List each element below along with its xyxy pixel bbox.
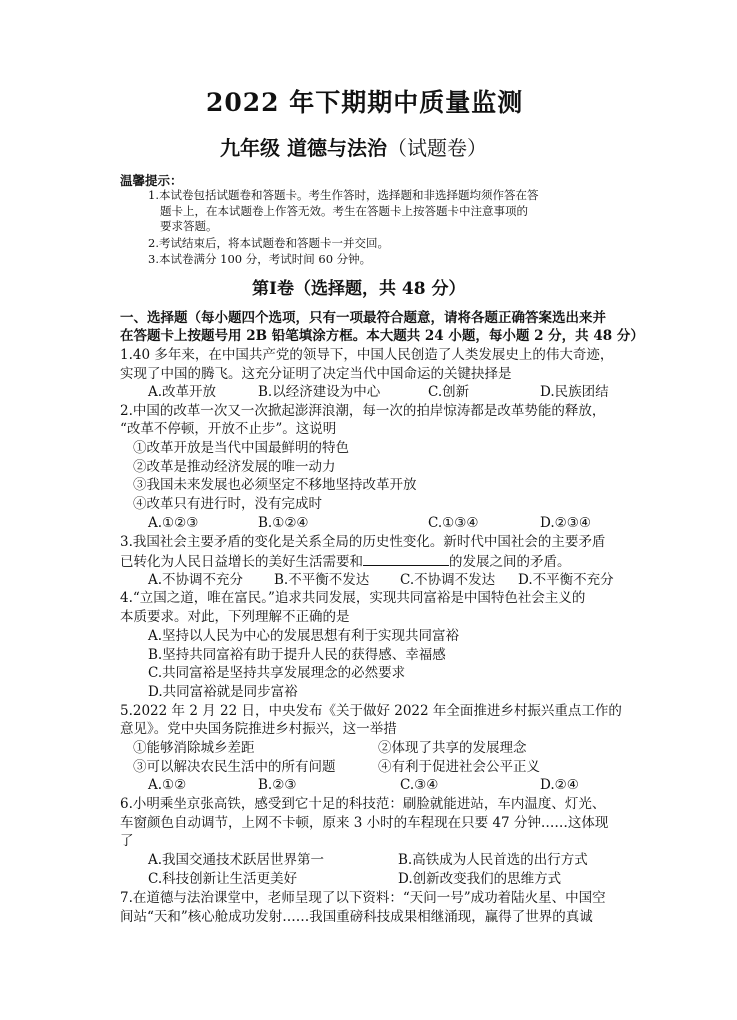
q3-answer-blank	[363, 553, 449, 566]
tips-line: 1.本试卷包括试题卷和答题卡。考生作答时，选择题和非选择题均须作答在答	[148, 188, 539, 202]
q2-item: ③我国未来发展也必须坚定不移地坚持改革开放	[133, 477, 417, 493]
q5-stem: 5.2022 年 2 月 22 日，中央发布《关于做好 2022 年全面推进乡村振兴重点工作的	[120, 703, 622, 719]
q4-option-c: C.共同富裕是坚持共享发展理念的必然要求	[148, 665, 406, 681]
q5-option-a: A.①②	[148, 777, 187, 793]
q1-option-c: C.创新	[428, 384, 470, 400]
exam-subtitle	[220, 136, 487, 160]
q3-stem-part: 已转化为人民日益增长的美好生活需要和	[120, 554, 363, 570]
q6-option-c: C.科技创新让生活更美好	[148, 871, 298, 887]
q1-stem: 1.40 多年来，在中国共产党的领导下，中国人民创造了人类发展史上的伟大奇迹，	[120, 347, 614, 363]
q5-stem: 意见》。党中央国务院推进乡村振兴，这一举措	[120, 721, 397, 737]
q4-stem: 本质要求。对此，下列理解不正确的是	[120, 609, 350, 625]
q1-option-b: B.以经济建设为中心	[258, 384, 381, 400]
tips-line: 2.考试结束后，将本试题卷和答题卡一并交回。	[148, 236, 389, 250]
q6-option-d: D.创新改变我们的思维方式	[398, 871, 562, 887]
subtitle-paren: （试题卷）	[386, 136, 487, 160]
q2-option-d: D.②③④	[540, 515, 591, 531]
q3-option-b: B.不平衡不发达	[274, 572, 370, 588]
q3-option-a: A.不协调不充分	[148, 572, 244, 588]
q5-item: ①能够消除城乡差距	[133, 740, 255, 756]
exam-title: 2022 年下期期中质量监测	[206, 88, 524, 117]
tips-line: 要求答题。	[160, 219, 218, 233]
section-title: 第Ⅰ卷（选择题，共 48 分）	[252, 279, 466, 299]
q5-option-d: D.②④	[540, 777, 579, 793]
q2-item: ④改革只有进行时，没有完成时	[133, 496, 322, 512]
tips-line: 题卡上，在本试题卷上作答无效。考生在答题卡上按答题卡中注意事项的	[160, 204, 528, 218]
q1-option-a: A.改革开放	[148, 384, 217, 400]
q3-option-d: D.不平衡不充分	[518, 572, 614, 588]
q1-stem: 实现了中国的腾飞。这充分证明了决定当代中国命运的关键抉择是	[120, 366, 512, 382]
q2-item: ①改革开放是当代中国最鲜明的特色	[133, 440, 349, 456]
q4-option-a: A.坚持以人民为中心的发展思想有利于实现共同富裕	[148, 628, 460, 644]
q4-option-d: D.共同富裕就是同步富裕	[148, 684, 298, 700]
q6-option-b: B.高铁成为人民首选的出行方式	[398, 852, 588, 868]
q6-stem: 车窗颜色自动调节，上网不卡顿，原来 3 小时的车程现在只要 47 分钟……这体现	[120, 815, 609, 831]
q3-stem: 3.我国社会主要矛盾的变化是关系全局的历史性变化。新时代中国社会的主要矛盾	[120, 534, 606, 550]
q7-stem: 7.在道德与法治课堂中，老师呈现了以下资料：“天问一号”成功着陆火星、中国空	[120, 890, 606, 906]
q4-stem: 4.“立国之道，唯在富民。”追求共同发展，实现共同富裕是中国特色社会主义的	[120, 590, 586, 606]
q6-option-a: A.我国交通技术跃居世界第一	[148, 852, 325, 868]
q3-stem	[120, 553, 571, 571]
q2-option-c: C.①③④	[428, 515, 479, 531]
q5-option-b: B.②③	[258, 777, 297, 793]
q1-option-d: D.民族团结	[540, 384, 609, 400]
tips-line: 3.本试卷满分 100 分，考试时间 60 分钟。	[148, 252, 372, 266]
section-instructions: 在答题卡上按题号用 2B 铅笔填涂方框。本大题共 24 小题，每小题 2 分，共 48 分）	[120, 328, 644, 344]
q3-option-c: C.不协调不发达	[400, 572, 496, 588]
q3-stem-part: 的发展之间的矛盾。	[449, 554, 571, 570]
q2-option-a: A.①②③	[148, 515, 199, 531]
q5-item: ③可以解决农民生活中的所有问题	[133, 759, 336, 775]
q5-option-c: C.③④	[400, 777, 439, 793]
q2-stem: 2.中国的改革一次又一次掀起澎湃浪潮，每一次的拍岸惊涛都是改革势能的释放，	[120, 403, 606, 419]
subtitle-main: 九年级 道德与法治	[220, 136, 387, 160]
q5-item: ②体现了共享的发展理念	[378, 740, 527, 756]
q2-option-b: B.①②④	[258, 515, 309, 531]
q2-stem: “改革不停顿，开放不止步”。这说明	[120, 421, 337, 437]
q6-stem: 6.小明乘坐京张高铁，感受到它十足的科技范：刷脸就能进站，车内温度、灯光、	[120, 796, 606, 812]
q5-item: ④有利于促进社会公平正义	[378, 759, 540, 775]
q2-item: ②改革是推动经济发展的唯一动力	[133, 459, 336, 475]
q7-stem: 间站“天和”核心舱成功发射……我国重磅科技成果相继涌现，赢得了世界的真诚	[120, 909, 593, 925]
section-instructions: 一、选择题（每小题四个选项，只有一项最符合题意，请将各题正确答案选出来并	[120, 310, 606, 326]
q4-option-b: B.坚持共同富裕有助于提升人民的获得感、幸福感	[148, 647, 446, 663]
q6-stem: 了	[120, 833, 134, 849]
tips-heading: 温馨提示：	[120, 173, 183, 188]
